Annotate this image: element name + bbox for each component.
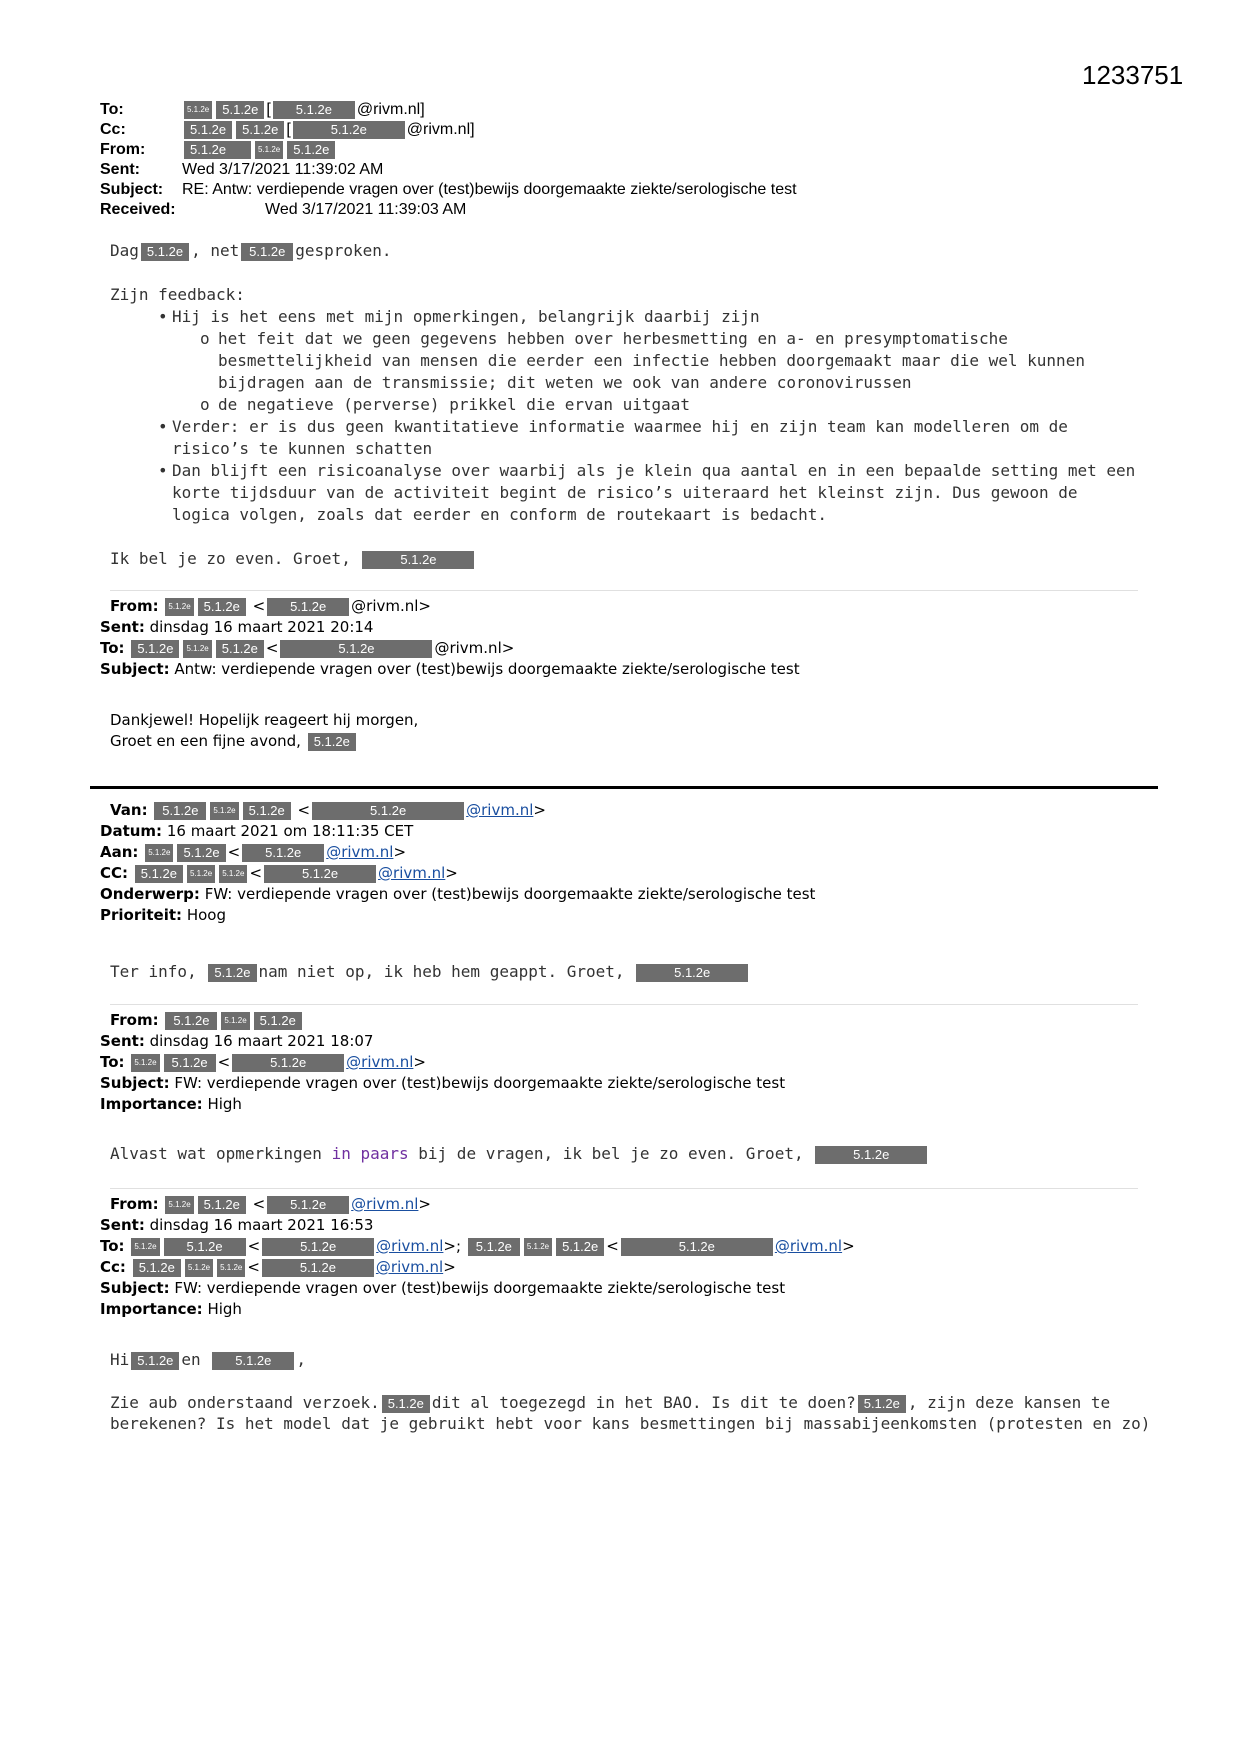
redaction: 5.1.2e (262, 1259, 374, 1277)
header-sent: Sent: Wed 3/17/2021 11:39:02 AM (100, 161, 384, 178)
redaction: 5.1.2e (524, 1238, 552, 1256)
feedback-list (110, 306, 1140, 328)
redaction: 5.1.2e (280, 640, 432, 658)
redaction: 5.1.2e (165, 1012, 217, 1030)
redaction: 5.1.2e (362, 551, 474, 569)
feedback-item: • Hij is het eens met mijn opmerkingen, belangrijk daarbij zijn (158, 306, 1140, 328)
redaction: 5.1.2e (468, 1238, 520, 1256)
thick-separator (90, 786, 1158, 789)
message-5-header: From: 5.1.2e 5.1.2e < 5.1.2e @rivm.nl > Sent: dinsdag 16 maart 2021 16:53 To: 5.1.2e 5.1.2e < 5.1.2e @rivm.nl > ; 5.1.2e 5.1.2e 5.1.2e < 5.1.2e @rivm.nl > Cc: 5.1.2e 5.1.2e 5.1.2e < 5.1.2e @rivm.nl > Subject: FW: verdiepende vragen over (test)bewijs doorgemaakte ziekte/serologische test Importance: High (100, 1195, 855, 1318)
feedback-title: Zijn feedback: (110, 285, 245, 304)
email-link[interactable]: @rivm.nl (351, 1195, 419, 1213)
redaction: 5.1.2e (145, 844, 173, 862)
redaction: 5.1.2e (164, 1238, 246, 1256)
redaction: 5.1.2e (131, 1352, 179, 1370)
redaction: 5.1.2e (135, 865, 183, 883)
redaction: 5.1.2e (131, 1054, 159, 1072)
redaction: 5.1.2e (184, 141, 251, 159)
redaction: 5.1.2e (154, 802, 206, 820)
redaction: 5.1.2e (210, 802, 238, 820)
redaction: 5.1.2e (255, 141, 283, 159)
redaction: 5.1.2e (241, 243, 293, 261)
separator (110, 1004, 1138, 1005)
feedback-subitem: o de negatieve (perverse) prikkel die ervan uitgaat (200, 394, 1140, 416)
redaction: 5.1.2e (133, 1259, 181, 1277)
redaction: 5.1.2e (243, 802, 291, 820)
message-5-body: Zie aub onderstaand verzoek. 5.1.2e dit al toegezegd in het BAO. Is dit te doen? 5.1.2e , zijn deze kansen te berekenen? Is het model dat je gebruikt hebt voor kans besmettingen bij massabijeenkomsten (protesten en zo) (110, 1393, 1151, 1433)
redaction: 5.1.2e (273, 101, 355, 119)
redaction: 5.1.2e (382, 1395, 430, 1413)
redaction: 5.1.2e (293, 121, 405, 139)
email-link[interactable]: @rivm.nl (346, 1053, 414, 1071)
redaction: 5.1.2e (216, 101, 264, 119)
redaction: 5.1.2e (183, 640, 211, 658)
redaction: 5.1.2e (198, 598, 246, 616)
redaction: 5.1.2e (287, 141, 335, 159)
message-3-body: Ter info, 5.1.2e nam niet op, ik heb hem geappt. Groet, 5.1.2e (110, 962, 750, 982)
email-link[interactable]: @rivm.nl (326, 843, 394, 861)
redaction: 5.1.2e (815, 1146, 927, 1164)
header-to: To: 5.1.2e 5.1.2e [ 5.1.2e @rivm.nl] (100, 101, 425, 118)
feedback-item: • Dan blijft een risicoanalyse over waarbij als je klein qua aantal en in een bepaalde setting met een korte tijdsduur van de activiteit begint de risico’s uiteraard het kleinst zijn. Dus gewoon de logica volgen, zoals dat eerder en conform de routekaart is bedacht. (158, 460, 1140, 526)
redaction: 5.1.2e (858, 1395, 906, 1413)
header-received: Received: Wed 3/17/2021 11:39:03 AM (100, 201, 467, 218)
redaction: 5.1.2e (221, 1012, 249, 1030)
redaction: 5.1.2e (262, 1238, 374, 1256)
redaction: 5.1.2e (236, 121, 284, 139)
redaction: 5.1.2e (232, 1054, 344, 1072)
redaction: 5.1.2e (164, 1054, 216, 1072)
redaction: 5.1.2e (185, 1259, 213, 1277)
redaction: 5.1.2e (212, 1352, 294, 1370)
redaction: 5.1.2e (184, 121, 232, 139)
redaction: 5.1.2e (216, 640, 264, 658)
header-cc: Cc: 5.1.2e 5.1.2e [ 5.1.2e @rivm.nl] (100, 121, 475, 138)
redaction: 5.1.2e (217, 1259, 245, 1277)
closing: Ik bel je zo even. Groet, 5.1.2e (110, 548, 1140, 570)
message-1-body (110, 240, 1140, 570)
redaction: 5.1.2e (264, 865, 376, 883)
feedback-item: • Verder: er is dus geen kwantitatieve informatie waarmee hij en zijn team kan modelleren om de risico’s te kunnen schatten (158, 416, 1140, 460)
redaction: 5.1.2e (219, 865, 247, 883)
redaction: 5.1.2e (131, 640, 179, 658)
redaction: 5.1.2e (556, 1238, 604, 1256)
email-link[interactable]: @rivm.nl (378, 864, 446, 882)
message-2-body: Dankjewel! Hopelijk reageert hij morgen, Groet en een fijne avond, 5.1.2e (110, 711, 419, 750)
redaction: 5.1.2e (187, 865, 215, 883)
redaction: 5.1.2e (184, 101, 212, 119)
redaction: 5.1.2e (242, 844, 324, 862)
separator (110, 590, 1138, 591)
message-3-header: Van: 5.1.2e 5.1.2e 5.1.2e < 5.1.2e @rivm.nl > Datum: 16 maart 2021 om 18:11:35 CET Aan: 5.1.2e 5.1.2e < 5.1.2e @rivm.nl > CC: 5.1.2e 5.1.2e 5.1.2e < 5.1.2e @rivm.nl > Onderwerp: FW: verdiepende vragen over (test)bewijs doorgemaakte ziekte/serologische test Prioriteit: Hoog (100, 801, 816, 924)
message-4-header: From: 5.1.2e 5.1.2e 5.1.2e Sent: dinsdag 16 maart 2021 18:07 To: 5.1.2e 5.1.2e < 5.1.2e @rivm.nl > Subject: FW: verdiepende vragen over (test)bewijs doorgemaakte ziekte/serologische test Importance: High (100, 1011, 786, 1113)
redaction: 5.1.2e (208, 964, 256, 982)
message-5-greeting: Hi 5.1.2e en 5.1.2e , (110, 1350, 306, 1369)
redaction: 5.1.2e (165, 1196, 193, 1214)
separator (110, 1188, 1138, 1189)
redaction: 5.1.2e (165, 598, 193, 616)
email-link[interactable]: @rivm.nl (466, 801, 534, 819)
redaction: 5.1.2e (267, 598, 349, 616)
message-2-header: From: 5.1.2e 5.1.2e < 5.1.2e @rivm.nl> Sent: dinsdag 16 maart 2021 20:14 To: 5.1.2e 5.1.2e 5.1.2e < 5.1.2e @rivm.nl> Subject: Antw: verdiepende vragen over (test)bewijs doorgemaakte ziekte/serologische test (100, 597, 800, 678)
redaction: 5.1.2e (267, 1196, 349, 1214)
redaction: 5.1.2e (621, 1238, 773, 1256)
greeting: Dag 5.1.2e , net 5.1.2e gesproken. (110, 241, 392, 260)
redaction: 5.1.2e (312, 802, 464, 820)
document-id: 1233751 (1082, 60, 1184, 90)
redaction: 5.1.2e (177, 844, 225, 862)
redaction: 5.1.2e (254, 1012, 302, 1030)
email-link[interactable]: @rivm.nl (376, 1237, 444, 1255)
redaction: 5.1.2e (308, 733, 356, 751)
redaction: 5.1.2e (131, 1238, 159, 1256)
email-header (100, 100, 797, 220)
redaction: 5.1.2e (636, 964, 748, 982)
header-from: From: 5.1.2e 5.1.2e 5.1.2e (100, 140, 797, 160)
message-4-body: Alvast wat opmerkingen in paars bij de vragen, ik bel je zo even. Groet, 5.1.2e (110, 1144, 929, 1164)
header-subject: Subject: RE: Antw: verdiepende vragen over (test)bewijs doorgemaakte ziekte/serologische test (100, 181, 797, 198)
email-link[interactable]: @rivm.nl (774, 1237, 843, 1255)
redaction: 5.1.2e (141, 243, 189, 261)
redaction: 5.1.2e (198, 1196, 246, 1214)
feedback-subitem: o het feit dat we geen gegevens hebben over herbesmetting en a- en presymptomatische besmettelijkheid van mensen die eerder een infectie hebben doorgemaakt maar die wel kunnen bijdragen aan de transmissie; dit weten we ook van andere coronovirussen (200, 328, 1140, 394)
feedback-list (110, 416, 1140, 526)
feedback-sublist (110, 328, 1140, 416)
email-link[interactable]: @rivm.nl (375, 1258, 444, 1276)
